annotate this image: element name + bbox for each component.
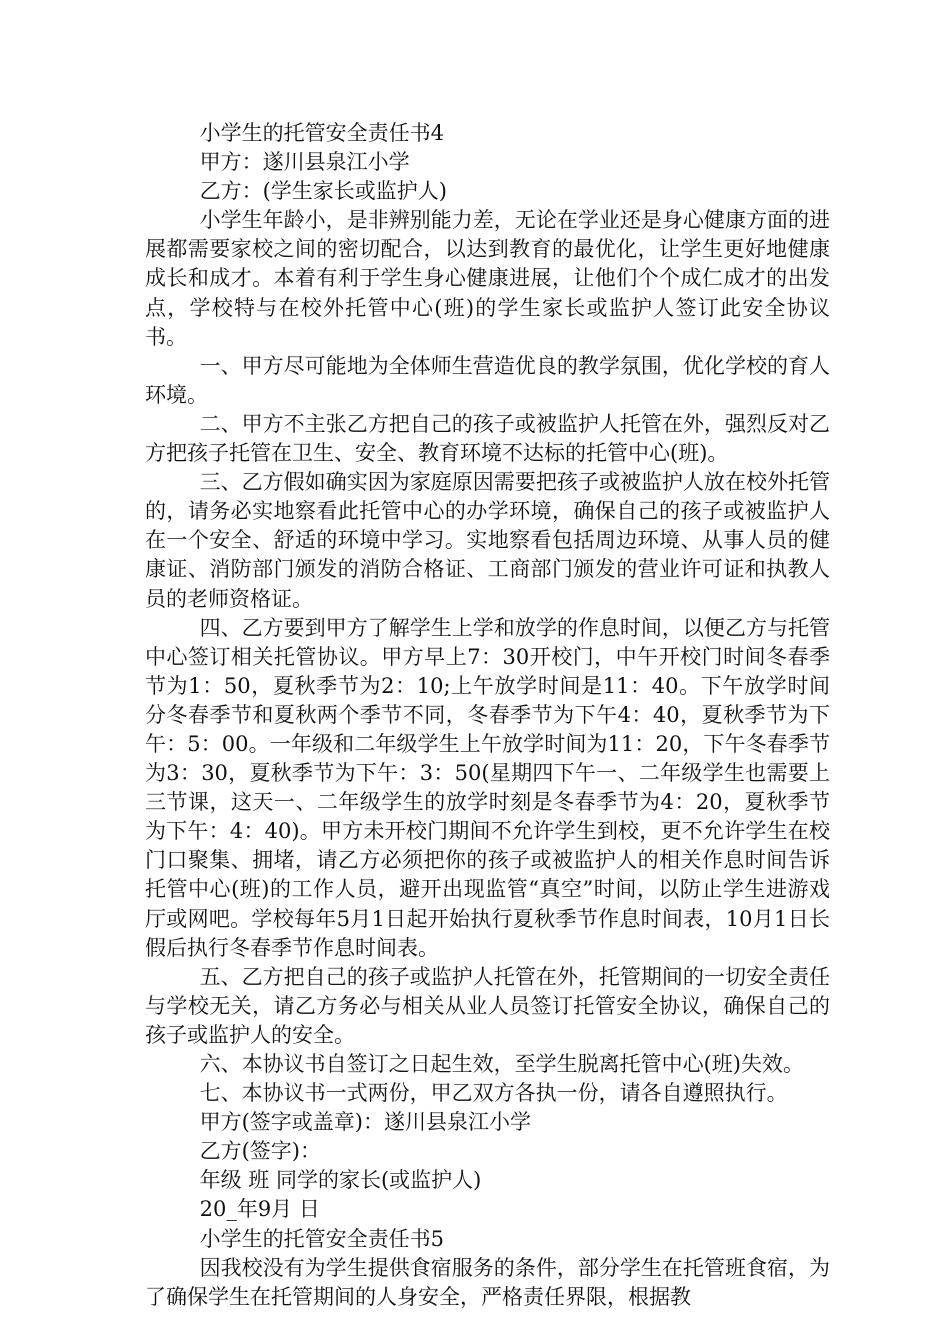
clause-2: 二、甲方不主张乙方把自己的孩子或被监护人托管在外，强烈反对乙方把孩子托管在卫生、安全、教育环境不达标的托管中心(班)。	[145, 411, 830, 466]
class-line: 年级 班 同学的家长(或监护人)	[199, 1168, 482, 1193]
clause-3: 三、乙方假如确实因为家庭原因需要把孩子或被监护人放在校外托管的，请务必实地察看此托管中心的办学环境，确保自己的孩子或被监护人在一个安全、舒适的环境中学习。实地察看包括周边环境、从事人员的健康证、消防部门颁发的消防合格证、工商部门颁发的营业许可证和执教人员的老师资格证。	[145, 470, 830, 611]
clause-4: 四、乙方要到甲方了解学生上学和放学的作息时间，以便乙方与托管中心签订相关托管协议。甲方早上7：30开校门，中午开校门时间冬春季节为1：50，夏秋季节为2：10;上午放学时间是11：40。下午放学时间分冬春季节和夏秋两个季节不同，冬春季节为下午4：40，夏秋季节为下午：5：00。一年级和二年级学生上午放学时间为11：20，下午冬春季节为3：30，夏秋季节为下午：3：50(星期四下午一、二年级学生也需要上三节课，这天一、二年级学生的放学时刻是冬春季节为4：20，夏秋季节为下午：4：40)。甲方未开校门期间不允许学生到校，更不允许学生在校门口聚集、拥堵，请乙方必须把你的孩子或被监护人的相关作息时间告诉托管中心(班)的工作人员，避开出现监管“真空”时间，以防止学生进游戏厅或网吧。学校每年5月1日起开始执行夏秋季节作息时间表，10月1日长假后执行冬春季节作息时间表。	[145, 615, 830, 960]
party-a: 甲方：遂川县泉江小学	[199, 150, 410, 175]
section-title-5: 小学生的托管安全责任书5	[199, 1226, 444, 1251]
signature-party-a: 甲方(签字或盖章)：遂川县泉江小学	[199, 1110, 531, 1135]
clause-6: 六、本协议书自签订之日起生效，至学生脱离托管中心(班)失效。	[199, 1052, 804, 1076]
intro-paragraph: 小学生年龄小，是非辨别能力差，无论在学业还是身心健康方面的进展都需要家校之间的密切配合，以达到教育的最优化，让学生更好地健康成长和成才。本着有利于学生身心健康进展，让他们个个成仁成才的出发点，学校特与在校外托管中心(班)的学生家长或监护人签订此安全协议书。	[145, 208, 830, 349]
clause-1: 一、甲方尽可能地为全体师生营造优良的教学氛围，优化学校的育人环境。	[145, 353, 830, 407]
section-5-intro: 因我校没有为学生提供食宿服务的条件，部分学生在托管班食宿，为了确保学生在托管期间的人身安全，严格责任界限，根据教	[145, 1255, 830, 1309]
party-b: 乙方：(学生家长或监护人)	[199, 179, 447, 204]
signature-party-b: 乙方(签字)：	[199, 1139, 321, 1164]
clause-5: 五、乙方把自己的孩子或监护人托管在外，托管期间的一切安全责任与学校无关，请乙方务必与相关从业人员签订托管安全协议，确保自己的孩子或监护人的安全。	[145, 964, 830, 1047]
section-title-4: 小学生的托管安全责任书4	[199, 121, 444, 145]
clause-7: 七、本协议书一式两份，甲乙双方各执一份，请各自遵照执行。	[199, 1081, 788, 1106]
document-body	[145, 119, 830, 1312]
date-line: 20_年9月 日	[199, 1197, 320, 1222]
